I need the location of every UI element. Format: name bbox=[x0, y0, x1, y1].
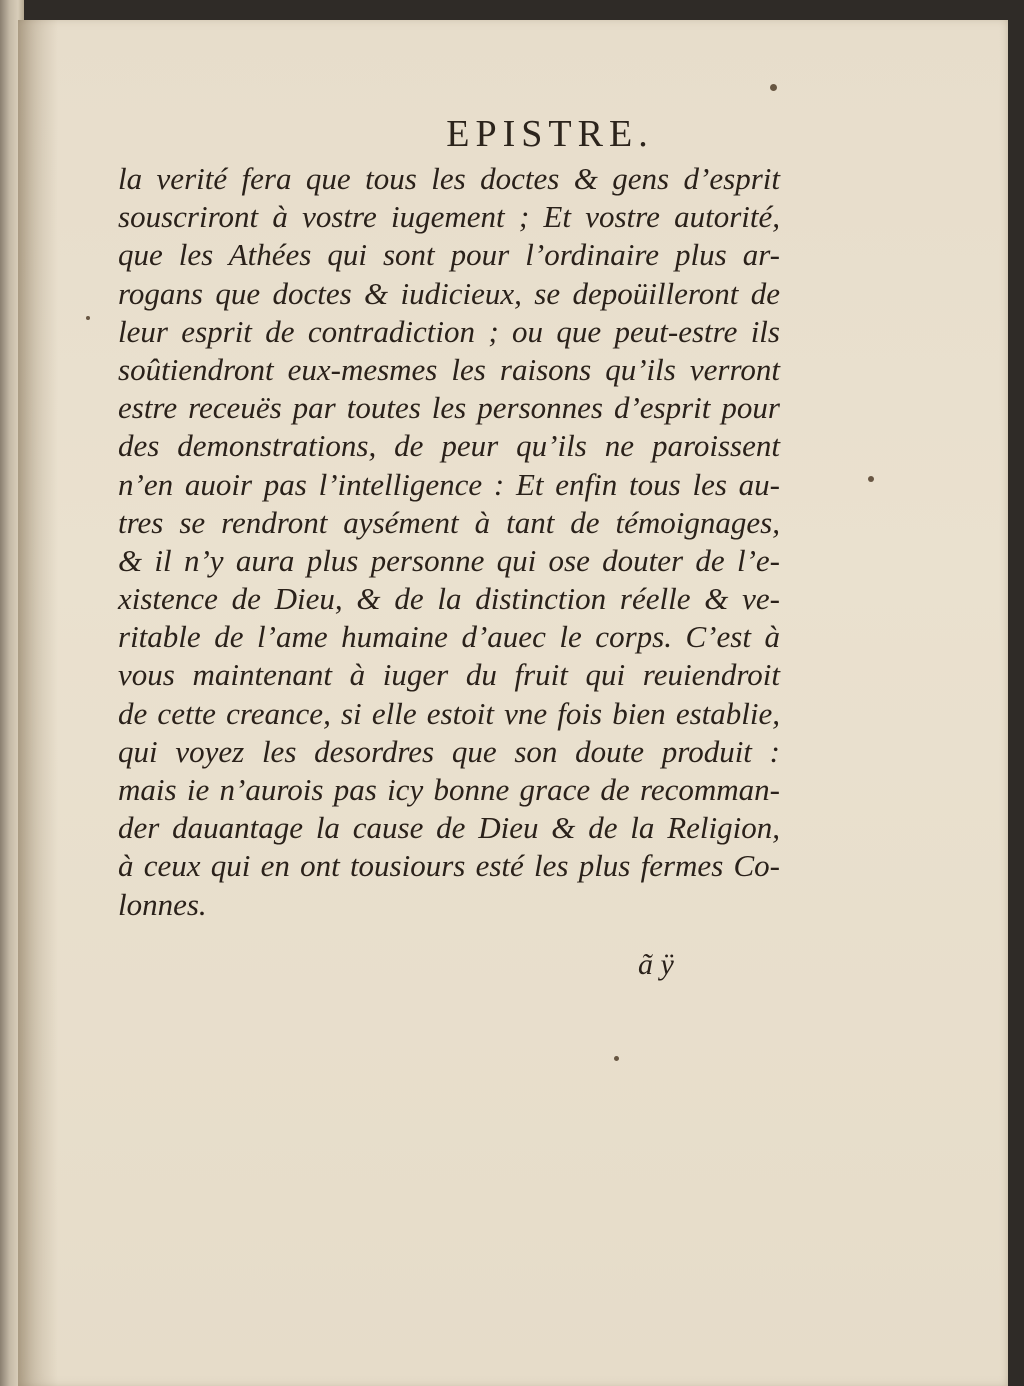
text-line-last: lonnes. bbox=[118, 886, 207, 922]
text-line: tres se rendront aysément à tant de témoignages, bbox=[118, 504, 780, 540]
ink-spot bbox=[86, 316, 90, 320]
text-line: ritable de l’ame humaine d’auec le corps. C’est à bbox=[118, 619, 780, 655]
text-line: vous maintenant à iuger du fruit qui reuiendroit bbox=[118, 657, 780, 693]
text-line: que les Athées qui sont pour l’ordinaire plus ar- bbox=[118, 237, 780, 273]
text-line: estre receuës par toutes les personnes d’esprit pour bbox=[118, 390, 780, 426]
text-line: rogans que doctes & iudicieux, se depoüilleront de bbox=[118, 275, 780, 311]
page-gutter-shadow bbox=[18, 20, 58, 1386]
text-line: & il n’y aura plus personne qui ose douter de l’e- bbox=[118, 542, 780, 578]
text-line: xistence de Dieu, & de la distinction réelle & ve- bbox=[118, 581, 780, 617]
text-line: à ceux qui en ont tousiours esté les plus fermes Co- bbox=[118, 848, 780, 884]
ink-spot bbox=[868, 476, 874, 482]
text-line: la verité fera que tous les doctes & gens d’esprit bbox=[118, 161, 780, 196]
ink-spot bbox=[770, 84, 777, 91]
text-line: leur esprit de contradiction ; ou que peut-estre ils bbox=[118, 313, 780, 349]
text-line: souscriront à vostre iugement ; Et vostre autorité, bbox=[118, 199, 780, 235]
text-line: de cette creance, si elle estoit vne fois bien establie, bbox=[118, 695, 780, 731]
signature-mark: ã ÿ bbox=[638, 948, 674, 981]
text-line: mais ie n’aurois pas icy bonne grace de recomman- bbox=[118, 772, 780, 807]
ink-spot bbox=[614, 1056, 619, 1061]
text-line: qui voyez les desordres que son doute produit : bbox=[118, 733, 780, 769]
running-header bbox=[18, 112, 1008, 156]
book-page bbox=[18, 20, 1008, 1386]
text-line: der dauantage la cause de Dieu & de la Religion, bbox=[118, 810, 780, 846]
text-line: des demonstrations, de peur qu’ils ne paroissent bbox=[118, 428, 780, 464]
text-line: n’en auoir pas l’intelligence : Et enfin tous les au- bbox=[118, 466, 780, 502]
running-header-text: EPISTRE. bbox=[446, 113, 654, 155]
body-text bbox=[118, 160, 780, 924]
text-line: soûtiendront eux-mesmes les raisons qu’ils verront bbox=[118, 351, 780, 387]
